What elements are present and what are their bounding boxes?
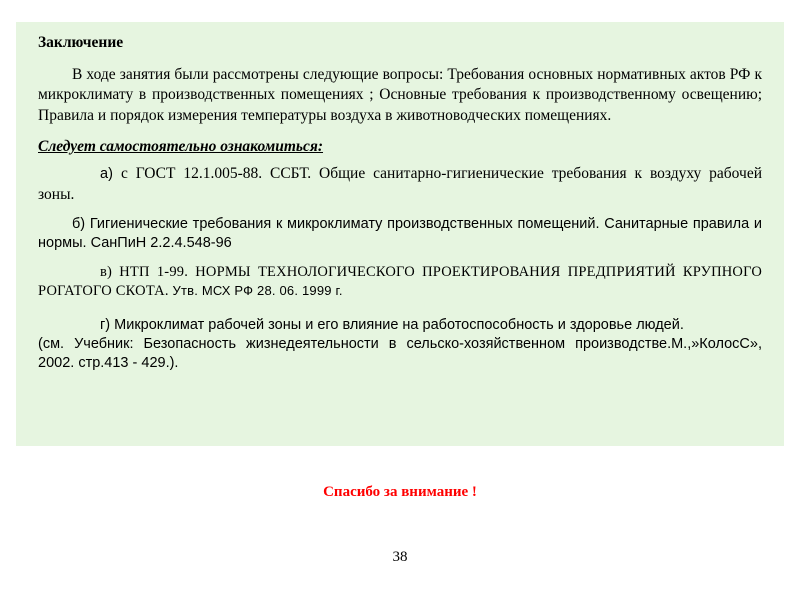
slide-heading: Заключение [38,34,124,51]
list-item [38,316,762,335]
page-number: 38 [392,549,408,565]
list-item [38,263,762,302]
item-marker: б) [72,215,86,232]
item-text-note: Утв. МСХ РФ 28. 06. 1999 г. [172,283,343,299]
item-text: Гигиенические требования к микроклимату производственных помещений. Санитарные правила и нормы. СанПиН 2.2.4.548-96 [38,215,763,252]
item-text: Микроклимат рабочей зоны и его влияние на работоспособность и здоровье людей. [114,316,684,333]
content-panel [16,22,784,446]
item-marker: а) [100,166,113,183]
list-item [38,215,762,254]
item-marker: в) [100,263,113,280]
intro-paragraph: В ходе занятия были рассмотрены следующие вопросы: Требования основных нормативных актов РФ к микроклимату в производственных помещениях ; Основные требования к производственному освещению; Правила и порядок измерения температуры воздуха в животноводческих помещениях. [38,65,762,124]
item-marker: г) [100,316,111,333]
item-text: с ГОСТ 12.1.005-88. ССБТ. Общие санитарно-гигиенические требования к воздуху рабочей зоны. [38,165,762,204]
list-item [38,164,762,206]
list-item-continuation: (см. Учебник: Безопасность жизнедеятельности в сельско-хозяйственном производстве.М.,»КолосС», 2002. стр.413 - 429.). [38,336,762,372]
item-text: НТП 1-99. НОРМЫ ТЕХНОЛОГИЧЕСКОГО ПРОЕКТИРОВАНИЯ ПРЕДПРИЯТИЙ КРУПНОГО РОГАТОГО СКОТА. [38,263,762,300]
thanks-text: Спасибо за внимание ! [323,484,477,500]
subheading: Следует самостоятельно ознакомиться: [38,138,324,156]
